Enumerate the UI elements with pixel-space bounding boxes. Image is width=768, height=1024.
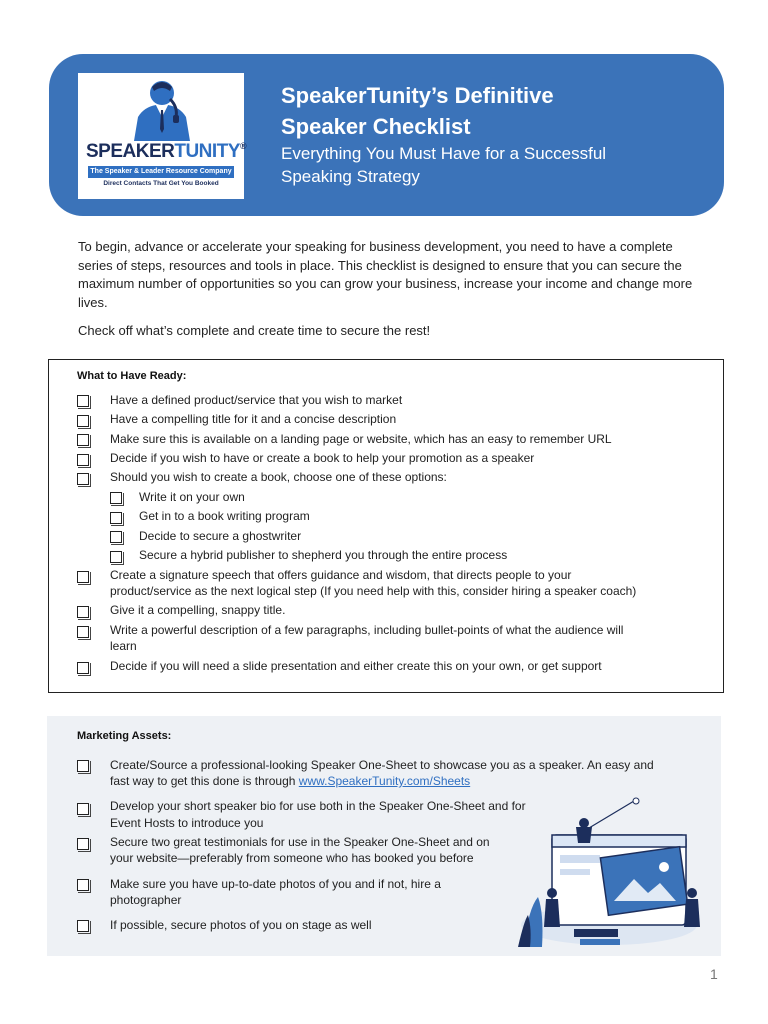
logo-tagline: Direct Contacts That Get You Booked [103,180,219,187]
marketing-item: Develop your short speaker bio for use both in the Speaker One-Sheet and for [110,799,526,813]
checklist-item: Decide if you will need a slide presentation and either create this on your own, or get support [110,659,602,673]
checkbox[interactable] [77,760,89,772]
intro-text [78,238,698,341]
checkbox[interactable] [77,838,89,850]
book-option: Write it on your own [139,490,245,504]
checkbox[interactable] [110,492,122,504]
intro-paragraph: To begin, advance or accelerate your speaking for business development, you need to have a complete series of steps, resources and tools in place. This checklist is designed to ensure that you can secure the maximum number of opportunities so you can grow your business, increase your income and change more lives. [78,239,693,310]
checkbox[interactable] [110,551,122,563]
sheets-link[interactable]: www.SpeakerTunity.com/Sheets [298,774,471,788]
book-option: Decide to secure a ghostwriter [139,529,302,543]
book-option: Secure a hybrid publisher to shepherd you through the entire process [139,548,508,562]
checklist-item: Make sure this is available on a landing page or website, which has an easy to remember URL [110,432,612,446]
marketing-item-continued: fast way to get this done is through www.SpeakerTunity.com/Sheets [110,774,471,788]
marketing-item-continued: photographer [110,893,182,907]
checkbox[interactable] [77,415,89,427]
marketing-item: Make sure you have up-to-date photos of you and if not, hire a [110,877,441,891]
marketing-item-continued: Event Hosts to introduce you [110,816,264,830]
checkbox[interactable] [77,571,89,583]
checklist-item: Create a signature speech that offers guidance and wisdom, that directs people to your [110,568,572,582]
checkbox[interactable] [77,626,89,638]
checklist-item-continued: learn [110,639,137,653]
marketing-item-continued: your website—preferably from someone who has booked you before [110,851,474,865]
marketing-item: Create/Source a professional-looking Speaker One-Sheet to showcase you as a speaker. An easy and [110,758,654,772]
checkbox[interactable] [77,473,89,485]
marketing-item: Secure two great testimonials for use in the Speaker One-Sheet and on [110,835,490,849]
checklist-item: Write a powerful description of a few paragraphs, including bullet-points of what the audience will [110,623,624,637]
checkbox[interactable] [110,512,122,524]
checkbox[interactable] [77,879,89,891]
checklist-item: Have a compelling title for it and a concise description [110,412,397,426]
checkbox[interactable] [77,920,89,932]
checklist-item-continued: product/service as the next logical step (If you need help with this, consider hiring a speaker coach) [110,584,637,598]
page-subtitle: Everything You Must Have for a Successful Speaking Strategy [281,144,607,186]
checkbox[interactable] [77,434,89,446]
marketing-item: If possible, secure photos of you on stage as well [110,918,372,932]
marketing-heading: Marketing Assets: [77,730,172,742]
book-option: Get in to a book writing program [139,509,310,523]
checkbox[interactable] [110,531,122,543]
checklist-item: Have a defined product/service that you wish to market [110,393,403,407]
ready-checklist-box [48,359,724,693]
checklist-item: Should you wish to create a book, choose one of these options: [110,470,447,484]
intro-paragraph: Check off what’s complete and create time to secure the rest! [78,323,431,338]
logo-strip: The Speaker & Leader Resource Company [88,166,234,178]
website-builder-illustration [514,797,704,949]
logo-wordmark: SPEAKERTUNITY® [86,141,247,162]
page-title: SpeakerTunity’s Definitive Speaker Checklist [281,83,554,139]
checkbox[interactable] [77,662,89,674]
ready-heading: What to Have Ready: [77,370,187,382]
checkbox[interactable] [77,395,89,407]
checkbox[interactable] [77,454,89,466]
checkbox[interactable] [77,803,89,815]
checkbox[interactable] [77,606,89,618]
speakertunity-logo [78,73,247,199]
checklist-item: Give it a compelling, snappy title. [110,603,286,617]
page-number: 1 [710,966,718,982]
checklist-item: Decide if you wish to have or create a book to help your promotion as a speaker [110,451,535,465]
speaker-figure-icon [126,77,198,141]
